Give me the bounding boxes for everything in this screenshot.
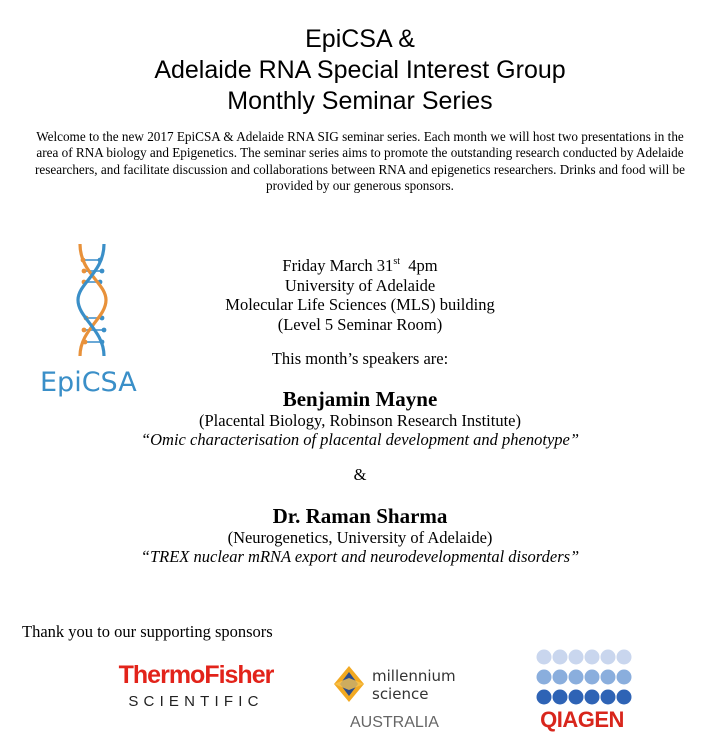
epicsa-logo xyxy=(28,238,158,408)
talk-title: “TREX nuclear mRNA export and neurodevelopmental disorders” xyxy=(140,547,580,566)
intro-paragraph: Welcome to the new 2017 EpiCSA & Adelaide RNA SIG seminar series. Each month we will host two presentations in the area of RNA biology and Epigenetics. The seminar series aims to promote the outstanding research conducted by Adelaide researchers, and facilitate discussion and collaborations between RNA and epigenetics researchers. Drinks and food will be provided by our generous sponsors. xyxy=(35,129,685,194)
event-details xyxy=(155,256,565,334)
thermo-fisher-wordmark: ThermoFisher xyxy=(118,661,274,689)
event-date-time xyxy=(155,256,565,276)
speaker-affiliation: (Placental Biology, Robinson Research Institute) xyxy=(199,411,521,430)
thermo-fisher-subtitle: SCIENTIFIC xyxy=(128,693,264,710)
millennium-emblem-icon xyxy=(330,664,368,704)
qiagen-dots-icon xyxy=(536,648,632,708)
event-date-suffix: st xyxy=(393,256,400,267)
venue-line-1: University of Adelaide xyxy=(284,275,436,295)
speaker-name: Dr. Raman Sharma xyxy=(272,504,448,528)
title-line-1: EpiCSA & xyxy=(305,25,415,53)
speaker-2 xyxy=(0,504,720,566)
speaker-name: Benjamin Mayne xyxy=(282,387,438,411)
sponsors-heading: Thank you to our supporting sponsors xyxy=(22,622,273,641)
speaker-1 xyxy=(0,387,720,449)
australia-wordmark: AUSTRALIA xyxy=(350,714,439,731)
speaker-affiliation: (Neurogenetics, University of Adelaide) xyxy=(227,528,493,547)
logo-text: EpiCSA xyxy=(40,367,137,398)
millennium-wordmark: millennium xyxy=(372,667,456,685)
page-title xyxy=(0,24,720,117)
event-time: 4pm xyxy=(408,256,438,275)
title-line-3: Monthly Seminar Series xyxy=(227,87,493,115)
venue-line-2: Molecular Life Sciences (MLS) building xyxy=(225,295,495,315)
science-wordmark: science xyxy=(372,685,429,703)
speakers-intro: This month’s speakers are: xyxy=(271,349,449,368)
event-date: Friday March 31 xyxy=(282,256,394,275)
title-line-2: Adelaide RNA Special Interest Group xyxy=(154,56,566,84)
venue-line-3: (Level 5 Seminar Room) xyxy=(277,314,443,334)
qiagen-wordmark: QIAGEN xyxy=(540,707,624,732)
dna-helix-icon xyxy=(28,238,158,408)
speaker-separator: & xyxy=(353,465,367,484)
talk-title: “Omic characterisation of placental development and phenotype” xyxy=(140,430,580,449)
